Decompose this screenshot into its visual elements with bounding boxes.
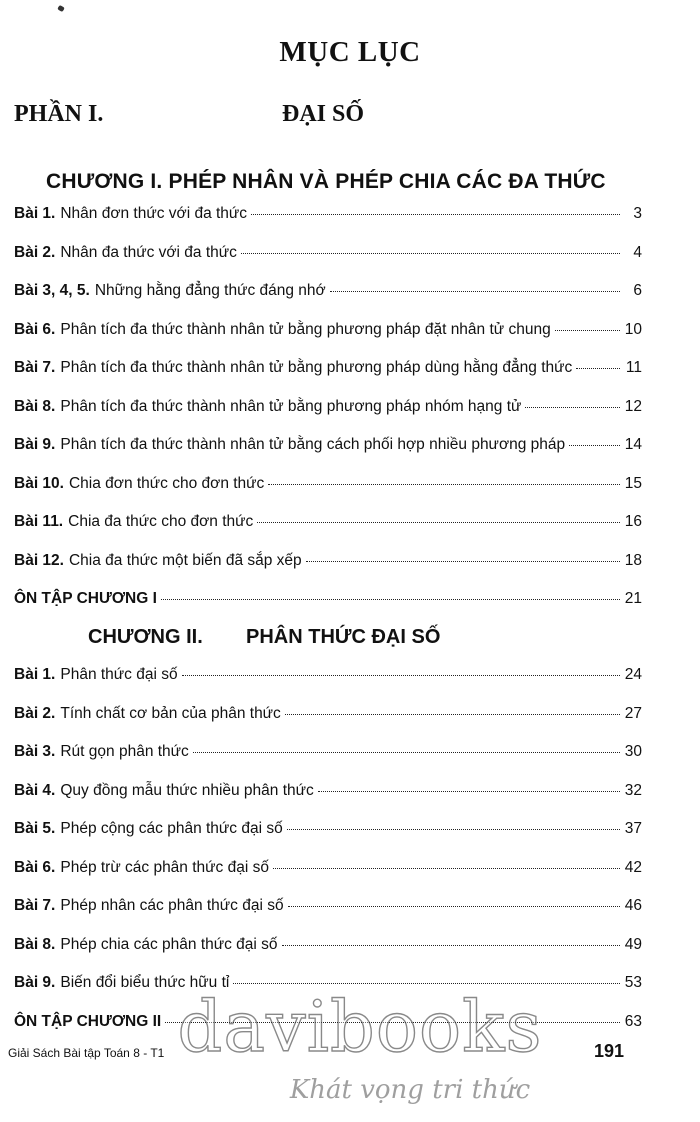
page-number: 6 xyxy=(633,282,642,299)
toc-review-item xyxy=(14,590,642,629)
dot-leader xyxy=(233,983,620,984)
page-number: 21 xyxy=(624,590,642,607)
toc-item xyxy=(14,820,642,859)
lesson-number: Bài 8. xyxy=(14,935,56,953)
dot-leader xyxy=(251,214,620,215)
lesson-title: Phân tích đa thức thành nhân tử bằng phương pháp dùng hằng đẳng thức xyxy=(60,359,573,376)
lesson-number: Bài 11. xyxy=(14,513,64,530)
lesson-title: Tính chất cơ bản của phân thức xyxy=(60,704,281,722)
page-title: MỤC LỤC xyxy=(279,36,421,68)
toc-item xyxy=(14,436,642,475)
watermark-slogan: Khát vọng tri thức xyxy=(289,1075,531,1105)
lesson-number: Bài 9. xyxy=(14,436,56,453)
review-title: ÔN TẬP CHƯƠNG I xyxy=(14,590,157,607)
lesson-title: Chia đa thức cho đơn thức xyxy=(68,513,254,530)
page-number: 18 xyxy=(624,551,642,569)
page-number: 46 xyxy=(624,897,642,914)
dot-leader xyxy=(287,829,620,830)
lesson-number: Bài 8. xyxy=(14,397,56,415)
chapter-1-list xyxy=(14,205,642,629)
watermark-logo: davibooks xyxy=(177,986,543,1068)
lesson-number: Bài 6. xyxy=(14,858,56,876)
page-number: 10 xyxy=(624,320,642,338)
lesson-number: Bài 7. xyxy=(14,897,56,914)
page-number: 14 xyxy=(624,436,642,453)
dot-leader xyxy=(525,407,620,408)
toc-item xyxy=(14,205,642,244)
lesson-title: Phân tích đa thức thành nhân tử bằng phương pháp đặt nhân tử chung xyxy=(60,320,551,338)
lesson-title: Phép cộng các phân thức đại số xyxy=(60,820,283,837)
toc-item xyxy=(14,282,642,321)
lesson-title: Phân tích đa thức thành nhân tử bằng phương pháp nhóm hạng tử xyxy=(60,397,522,415)
page-number: 11 xyxy=(625,359,642,376)
chapter-1-heading: CHƯƠNG I. PHÉP NHÂN VÀ PHÉP CHIA CÁC ĐA THỨC xyxy=(46,170,606,193)
toc-item xyxy=(14,705,642,744)
toc-item xyxy=(14,398,642,437)
lesson-title: Chia đơn thức cho đơn thức xyxy=(68,474,265,492)
page-number: 63 xyxy=(624,1012,642,1030)
lesson-title: Phân thức đại số xyxy=(60,666,178,683)
dot-leader xyxy=(576,368,620,369)
toc-item xyxy=(14,743,642,782)
page-number: 24 xyxy=(624,666,642,683)
toc-item xyxy=(14,244,642,283)
lesson-number: Bài 4. xyxy=(14,781,56,799)
dot-leader xyxy=(282,945,620,946)
chapter-2-label: CHƯƠNG II. xyxy=(88,626,203,648)
lesson-number: Bài 1. xyxy=(14,666,56,683)
page-number: 32 xyxy=(624,781,642,799)
dot-leader xyxy=(161,599,620,600)
lesson-title: Chia đa thức một biến đã sắp xếp xyxy=(68,551,302,569)
dot-leader xyxy=(555,330,620,331)
lesson-title: Phân tích đa thức thành nhân tử bằng cách phối hợp nhiều phương pháp xyxy=(60,436,566,453)
dot-leader xyxy=(241,253,620,254)
toc-item xyxy=(14,897,642,936)
dot-leader xyxy=(193,752,620,753)
lesson-number: Bài 2. xyxy=(14,704,56,722)
part-name: ĐẠI SỐ xyxy=(282,101,365,127)
dot-leader xyxy=(330,291,620,292)
lesson-title: Phép chia các phân thức đại số xyxy=(60,935,278,953)
review-title: ÔN TẬP CHƯƠNG II xyxy=(14,1012,162,1030)
dot-leader xyxy=(268,484,620,485)
footer-book-title: Giải Sách Bài tập Toán 8 - T1 xyxy=(8,1046,165,1060)
dot-leader xyxy=(306,561,620,562)
dot-leader xyxy=(288,906,620,907)
toc-item xyxy=(14,666,642,705)
lesson-title: Những hằng đẳng thức đáng nhớ xyxy=(94,282,326,299)
toc-item xyxy=(14,782,642,821)
lesson-number: Bài 7. xyxy=(14,359,56,376)
lesson-number: Bài 6. xyxy=(14,320,56,338)
toc-item xyxy=(14,936,642,975)
lesson-number: Bài 9. xyxy=(14,974,56,991)
page-number: 12 xyxy=(624,397,642,415)
lesson-title: Rút gọn phân thức xyxy=(60,743,189,760)
footer-page-number: 191 xyxy=(594,1041,625,1061)
toc-item xyxy=(14,475,642,514)
page-number: 42 xyxy=(624,858,642,876)
toc-item xyxy=(14,321,642,360)
dot-leader xyxy=(285,714,620,715)
lesson-title: Quy đồng mẫu thức nhiều phân thức xyxy=(60,781,314,799)
lesson-title: Nhân đơn thức với đa thức xyxy=(60,205,248,222)
lesson-number: Bài 3. xyxy=(14,743,56,760)
dot-leader xyxy=(318,791,620,792)
lesson-number: Bài 10. xyxy=(14,474,64,492)
page-number: 53 xyxy=(624,974,642,991)
page-number: 4 xyxy=(633,243,642,261)
chapter-2-name: PHÂN THỨC ĐẠI SỐ xyxy=(246,626,441,648)
toc-item xyxy=(14,859,642,898)
lesson-title: Phép trừ các phân thức đại số xyxy=(60,858,269,876)
lesson-title: Nhân đa thức với đa thức xyxy=(60,243,237,261)
lesson-number: Bài 5. xyxy=(14,820,56,837)
lesson-number: Bài 1. xyxy=(14,205,56,222)
toc-item xyxy=(14,552,642,591)
page-number: 49 xyxy=(624,935,642,953)
lesson-number: Bài 2. xyxy=(14,243,56,261)
toc-item xyxy=(14,359,642,398)
page-number: 30 xyxy=(624,743,642,760)
ink-spot xyxy=(57,5,65,12)
lesson-number: Bài 3, 4, 5. xyxy=(14,282,90,299)
lesson-title: Phép nhân các phân thức đại số xyxy=(60,897,284,914)
page-number: 15 xyxy=(624,474,642,492)
dot-leader xyxy=(257,522,620,523)
page-number: 27 xyxy=(624,704,642,722)
dot-leader xyxy=(569,445,620,446)
lesson-number: Bài 12. xyxy=(14,551,64,569)
part-label: PHẦN I. xyxy=(14,101,104,127)
dot-leader xyxy=(273,868,620,869)
lesson-title: Biến đổi biểu thức hữu tỉ xyxy=(60,974,230,991)
dot-leader xyxy=(182,675,620,676)
page-number: 3 xyxy=(633,205,642,222)
page-number: 37 xyxy=(624,820,642,837)
page-number: 16 xyxy=(624,513,642,530)
toc-item xyxy=(14,513,642,552)
